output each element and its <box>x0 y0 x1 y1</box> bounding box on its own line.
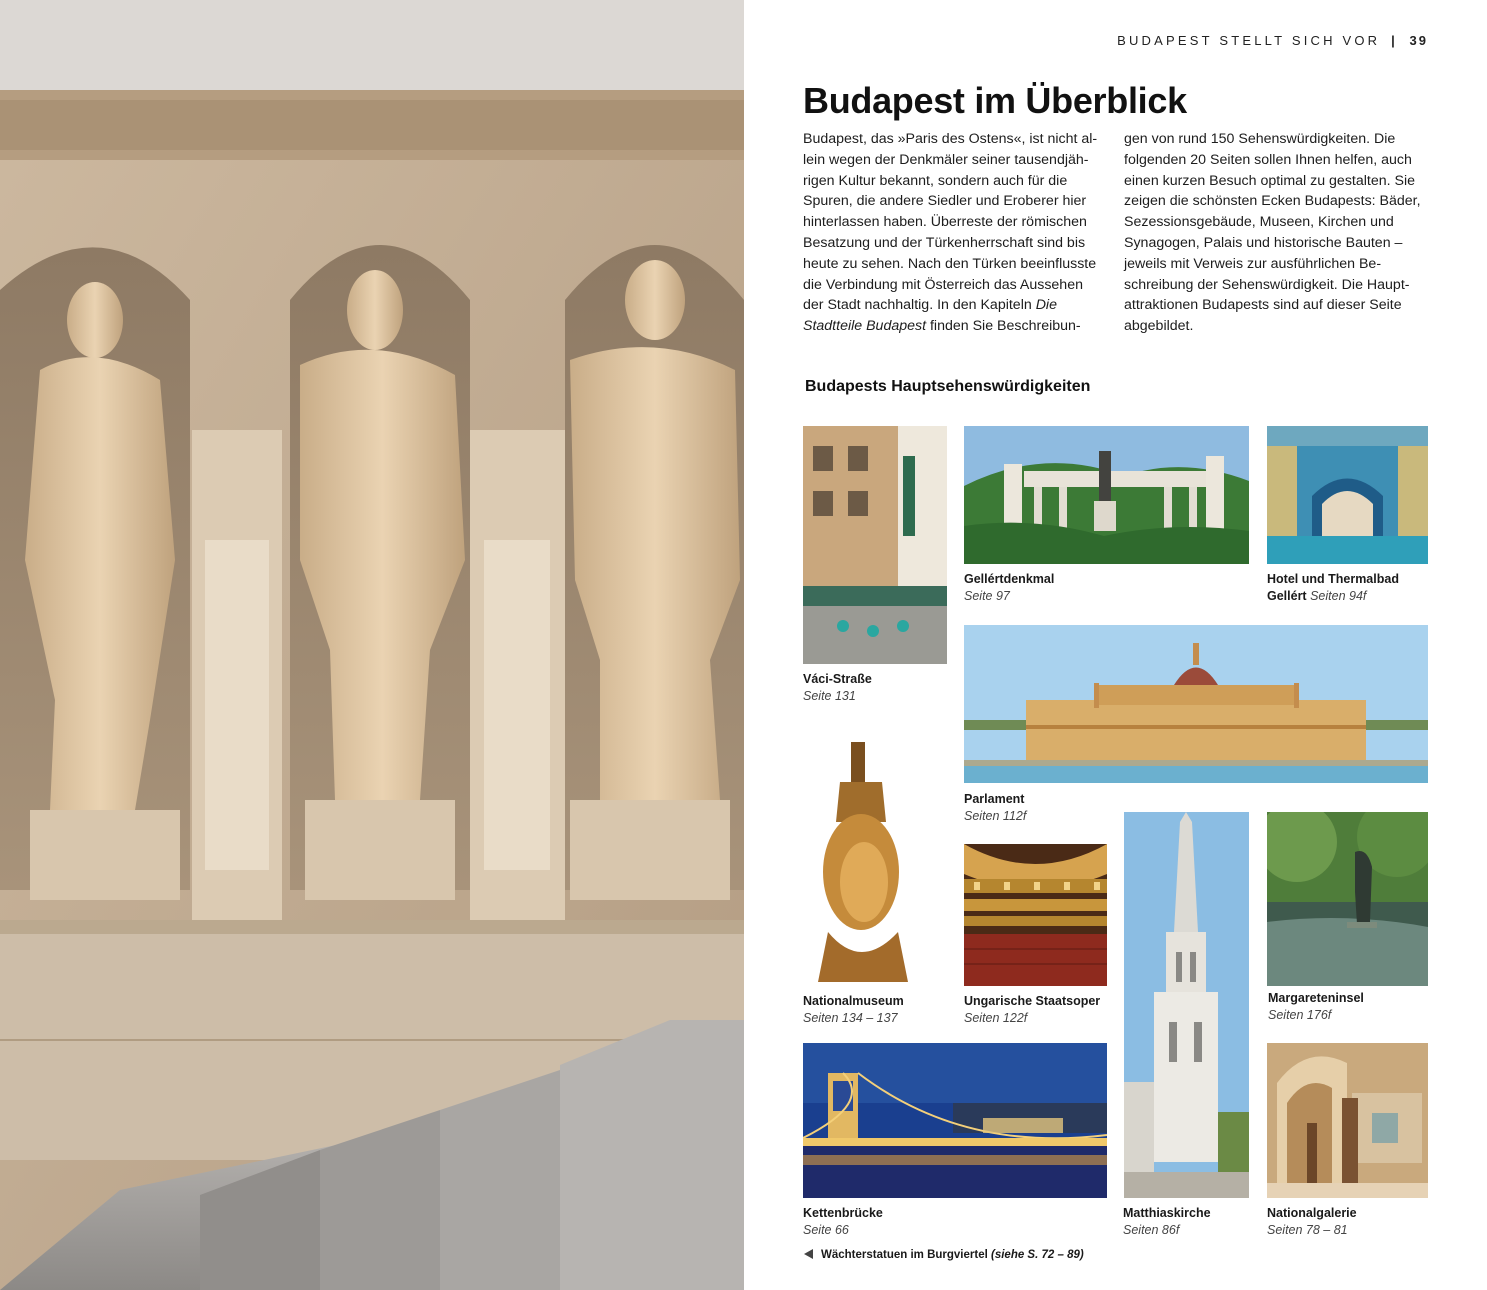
chapter-title-italic: Die <box>1035 297 1057 314</box>
intro-line: zeigen die schönsten Ecken Budapests: Bäder, <box>1124 193 1421 210</box>
sight-name: Parlament <box>964 792 1025 806</box>
section-title: Budapests Hauptsehenswürdigkeiten <box>805 378 1091 395</box>
sight-name: Nationalgalerie <box>1267 1206 1357 1220</box>
sight-pages: Seiten 86f <box>1123 1222 1180 1237</box>
sight-name: Gellértdenkmal <box>964 572 1055 586</box>
sight-name: Nationalmuseum <box>803 994 904 1008</box>
page-title: Budapest im Überblick <box>803 80 1187 121</box>
intro-column-2 <box>1124 129 1430 337</box>
intro-line: die Verbindung mit Österreich das Aussehen <box>803 276 1083 293</box>
matthias-church-photo <box>1124 812 1249 1198</box>
running-header <box>1000 33 1428 48</box>
sight-pages: Seite 97 <box>964 588 1010 603</box>
sight-caption-matthias-church <box>1123 1205 1211 1238</box>
intro-text: der Stadt nachhaltig. In den Kapiteln <box>803 297 1036 314</box>
intro-line: Budapest, das »Paris des Ostens«, ist nicht al- <box>803 131 1098 147</box>
sight-caption-parliament <box>964 791 1026 824</box>
intro-line: gen von rund 150 Sehenswürdigkeiten. Die <box>1124 131 1396 147</box>
sight-pages: Seiten 112f <box>964 808 1027 823</box>
sight-caption-national-museum <box>803 993 904 1026</box>
sight-name: Ungarische Staatsoper <box>964 994 1101 1008</box>
page-number: 39 <box>1409 33 1428 48</box>
chapter-title-italic: Stadtteile Budapest <box>803 318 927 335</box>
sight-pages: Seiten 176f <box>1268 1007 1332 1022</box>
intro-line: abgebildet. <box>1124 318 1194 335</box>
sight-pages: Seiten 122f <box>964 1010 1028 1025</box>
sight-name: Matthiaskirche <box>1123 1206 1211 1220</box>
sight-name-line2: Gellért <box>1267 588 1307 603</box>
gellert-bath-photo <box>1267 426 1428 564</box>
intro-line: hinterlassen haben. Überreste der römischen <box>803 214 1087 231</box>
photo-caption <box>804 1249 1084 1261</box>
running-title: BUDAPEST STELLT SICH VOR <box>1117 33 1381 48</box>
chain-bridge-photo <box>803 1043 1107 1198</box>
state-opera-photo <box>964 844 1107 986</box>
sight-caption-vaci <box>803 671 872 704</box>
sight-caption-margaret-island <box>1268 990 1364 1023</box>
intro-line: einen kurzen Besuch optimal zu gestalten. Sie <box>1124 172 1416 189</box>
intro-line: rigen Kultur bekannt, sondern auch für die <box>803 172 1068 189</box>
photo-caption-ref: (siehe S. 72 – 89) <box>991 1249 1084 1261</box>
sight-caption-gellert-monument <box>964 571 1054 604</box>
sight-name: Margareteninsel <box>1268 991 1364 1005</box>
intro-line: attraktionen Budapests sind auf dieser Seite <box>1124 297 1402 314</box>
sight-pages: Seiten 78 – 81 <box>1267 1222 1348 1237</box>
margaret-island-photo <box>1267 812 1428 986</box>
intro-line: schreibung der Sehenswürdigkeit. Die Haupt- <box>1124 276 1410 293</box>
parliament-photo <box>964 625 1428 783</box>
sight-caption-chain-bridge <box>803 1205 883 1238</box>
intro-line: Sezessionsgebäude, Museen, Kirchen und <box>1124 214 1394 231</box>
arrow-left-icon <box>804 1249 813 1259</box>
sight-caption-gellert-bath <box>1267 571 1399 604</box>
vaci-street-photo <box>803 426 947 664</box>
national-gallery-photo <box>1267 1043 1428 1198</box>
sight-pages: Seiten 94f <box>1310 588 1367 603</box>
intro-line: heute zu sehen. Nach den Türken beeinflusste <box>803 255 1097 272</box>
sight-caption-national-gallery <box>1267 1205 1357 1238</box>
sight-caption-state-opera <box>964 993 1100 1026</box>
sight-pages: Seite 131 <box>803 688 856 703</box>
intro-line <box>803 295 1109 316</box>
intro-line <box>803 316 1109 337</box>
sight-pages: Seiten 134 – 137 <box>803 1010 898 1025</box>
sight-name: Váci-Straße <box>803 672 872 686</box>
header-separator: | <box>1391 33 1395 48</box>
intro-column-1 <box>803 129 1109 337</box>
sight-name: Kettenbrücke <box>803 1206 883 1220</box>
sight-name: Hotel und Thermalbad <box>1267 572 1399 586</box>
gellert-monument-photo <box>964 426 1249 564</box>
national-museum-bust-photo <box>808 742 914 990</box>
sight-pages: Seite 66 <box>803 1222 849 1237</box>
intro-line: Besatzung und der Türkenherrschaft sind bis <box>803 234 1086 251</box>
intro-line: Spuren, die andere Siedler und Eroberer hier <box>803 193 1087 210</box>
intro-line: folgenden 20 Seiten sollen Ihnen helfen, auch <box>1124 151 1412 168</box>
intro-line: lein wegen der Denkmäler seiner tausendjäh- <box>803 151 1089 168</box>
photo-caption-text: Wächterstatuen im Burgviertel <box>821 1249 988 1261</box>
intro-text: finden Sie Beschreibun- <box>926 318 1081 335</box>
intro-line: jeweils mit Verweis zur ausführlichen Be- <box>1124 255 1382 272</box>
intro-line: Synagogen, Palais und historische Bauten – <box>1124 234 1403 251</box>
